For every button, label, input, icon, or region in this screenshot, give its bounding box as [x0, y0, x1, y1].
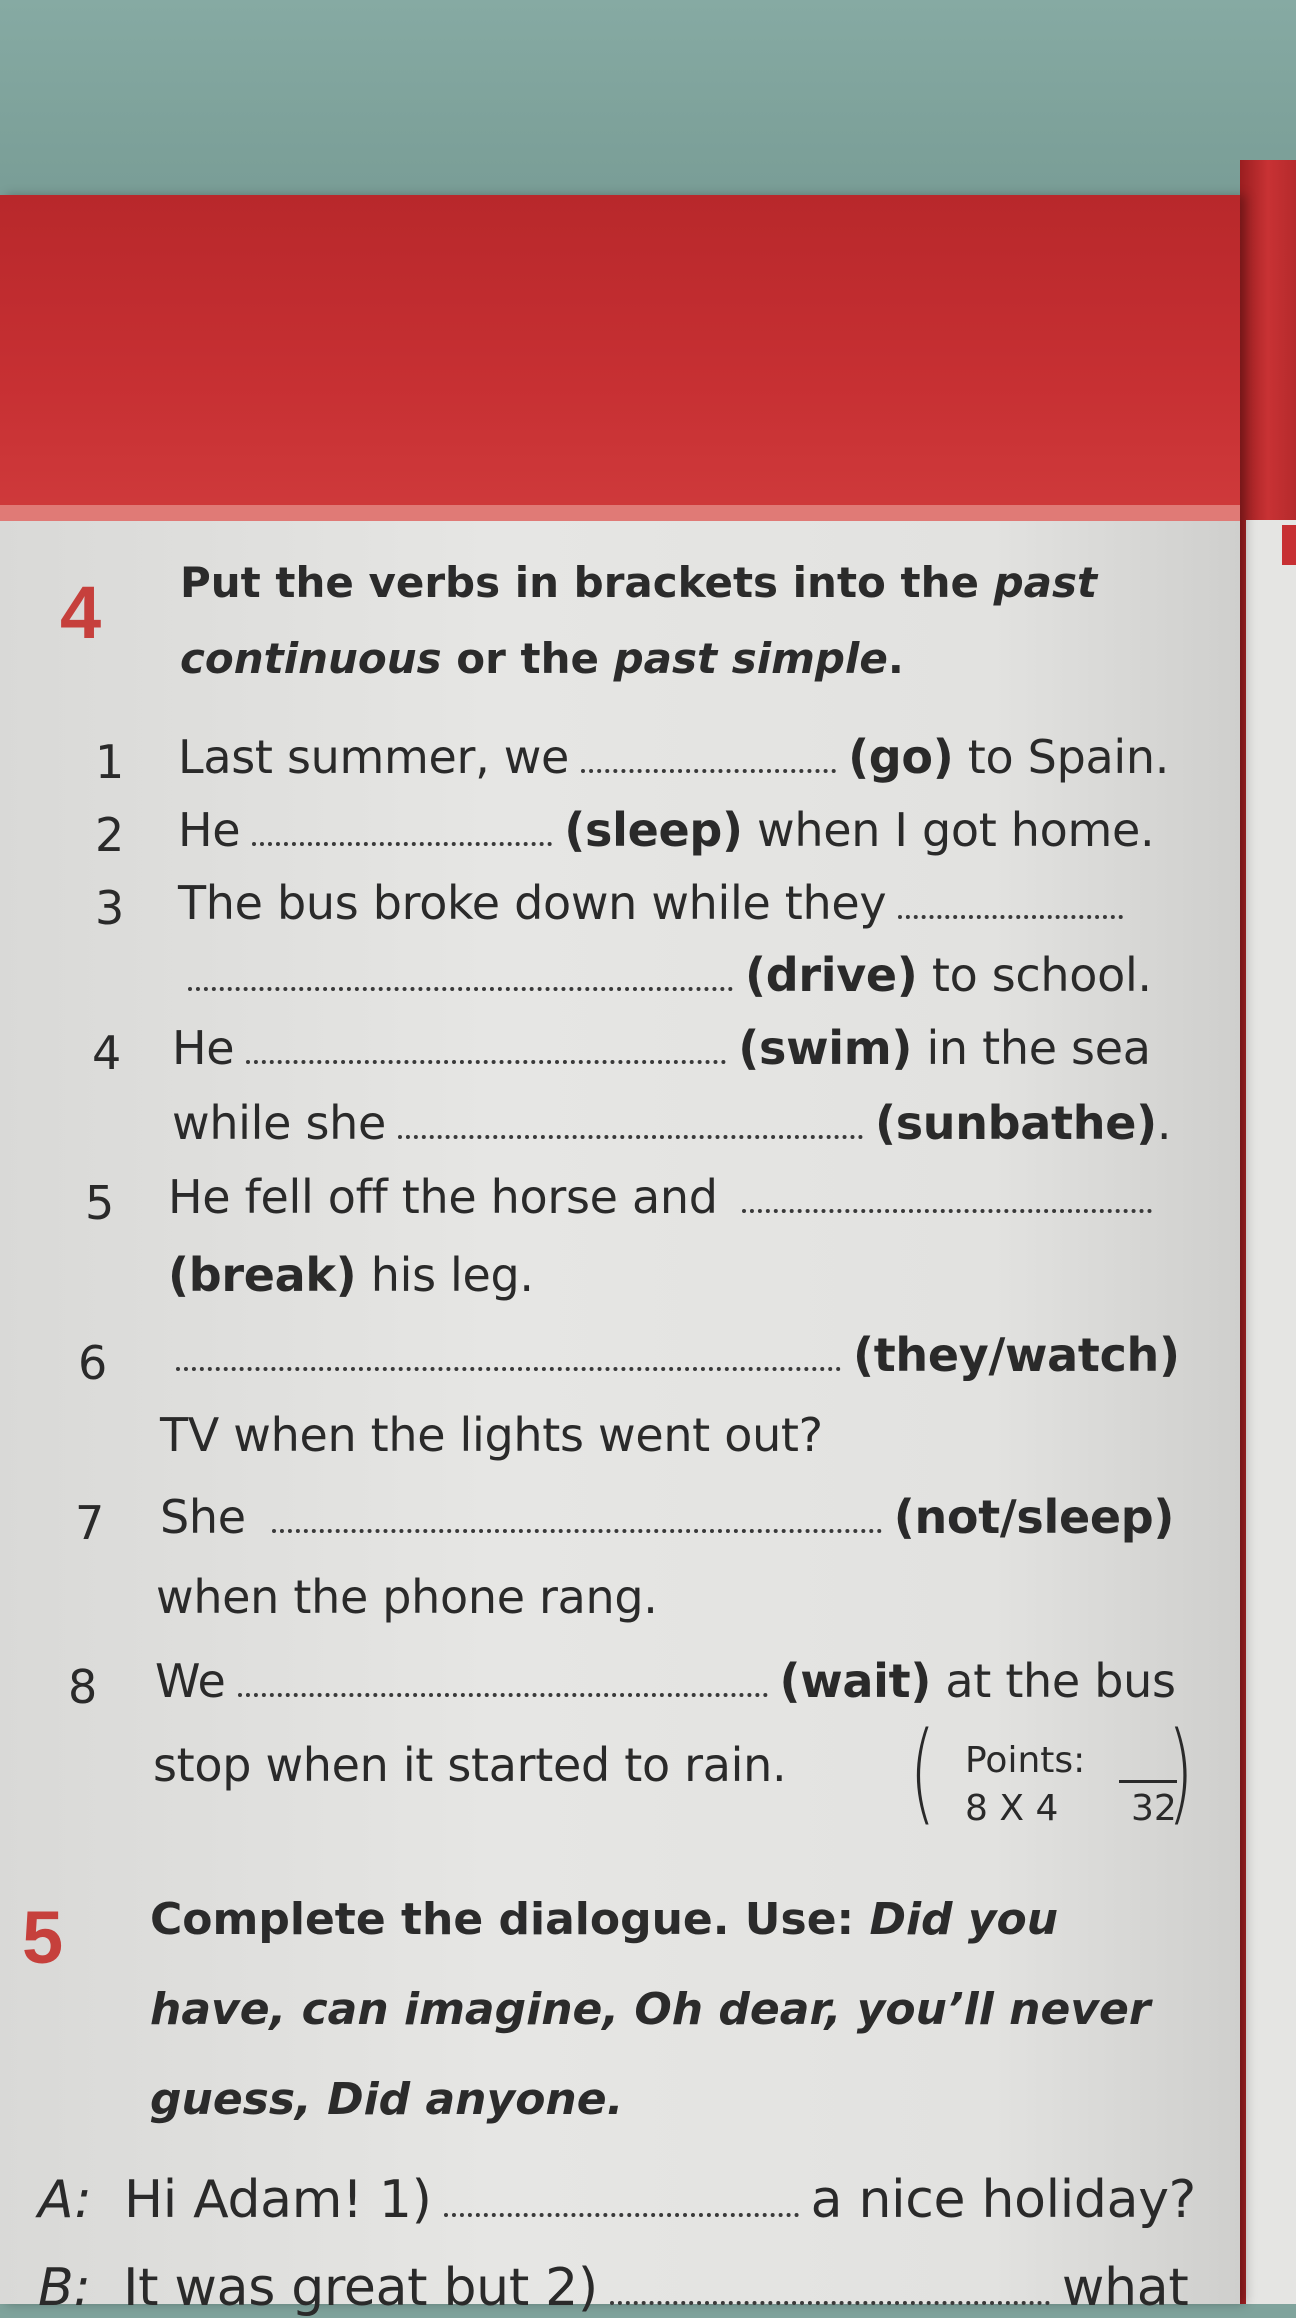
- dialogue-text: Hi Adam! 1): [123, 2170, 432, 2230]
- answer-blank[interactable]: [742, 1209, 1152, 1213]
- verb-hint: (wait): [779, 1654, 932, 1708]
- points-label: Points:: [965, 1740, 1086, 1781]
- dialogue-text: what: [1061, 2258, 1189, 2318]
- answer-blank[interactable]: [188, 987, 733, 991]
- item-6-line-continued: [160, 1408, 823, 1462]
- exercise-5-number: 5: [22, 1896, 64, 1979]
- dialogue-text: a nice holiday?: [810, 2170, 1196, 2230]
- item-number: 2: [95, 808, 125, 862]
- exercise-4-number: 4: [60, 571, 102, 654]
- item-text: .: [1156, 1096, 1172, 1150]
- item-text: at the bus: [945, 1654, 1176, 1708]
- dialogue-text: It was great but 2): [123, 2258, 598, 2318]
- item-text: to school.: [931, 948, 1152, 1002]
- title-italic: guess, Did anyone.: [150, 2074, 624, 2125]
- exercise-5-title: [150, 1875, 1151, 2145]
- banner-edge-stripe: [0, 505, 1240, 521]
- item-1-line: [178, 730, 1169, 784]
- exercise-4-title: [180, 545, 1097, 697]
- answer-blank[interactable]: [238, 1693, 768, 1697]
- item-8-line-continued: [153, 1738, 786, 1792]
- verb-hint: (swim): [738, 1021, 913, 1075]
- answer-blank[interactable]: [252, 842, 552, 846]
- item-8-line: [155, 1654, 1176, 1708]
- left-bracket: (: [909, 1708, 936, 1836]
- item-text: when I got home.: [757, 803, 1155, 857]
- adjacent-page: [1246, 520, 1296, 2304]
- verb-hint: (break): [168, 1248, 357, 1302]
- points-score-blank[interactable]: [1119, 1780, 1177, 1783]
- item-text: We: [155, 1654, 226, 1708]
- answer-blank[interactable]: [610, 2301, 1050, 2305]
- answer-blank[interactable]: [272, 1529, 882, 1533]
- title-italic: past: [993, 558, 1098, 607]
- item-text: The bus broke down while they: [178, 876, 887, 930]
- item-7-line-continued: [156, 1570, 658, 1624]
- answer-blank[interactable]: [176, 1367, 841, 1371]
- item-2-line: [178, 803, 1154, 857]
- item-text: in the sea: [926, 1021, 1151, 1075]
- item-number: 7: [75, 1496, 105, 1550]
- item-number: 8: [68, 1660, 98, 1714]
- title-text: Complete the dialogue. Use:: [150, 1894, 870, 1945]
- item-number: 5: [85, 1176, 115, 1230]
- title-text: or the: [441, 634, 614, 683]
- verb-hint: (sunbathe): [874, 1096, 1157, 1150]
- title-italic: Did you: [869, 1894, 1059, 1945]
- answer-blank[interactable]: [581, 769, 836, 773]
- speaker-label: A:: [38, 2170, 92, 2230]
- item-text: when the phone rang.: [156, 1570, 658, 1624]
- points-box: [905, 1708, 1205, 1862]
- answer-blank[interactable]: [246, 1060, 726, 1064]
- right-bracket: ): [1167, 1708, 1194, 1836]
- item-5-line: [168, 1170, 1164, 1224]
- points-total: 32: [1131, 1788, 1177, 1829]
- item-text: He fell off the horse and: [168, 1170, 718, 1224]
- item-text: He: [178, 803, 241, 857]
- item-text: TV when the lights went out?: [160, 1408, 823, 1462]
- answer-blank[interactable]: [398, 1135, 863, 1139]
- item-text: stop when it started to rain.: [153, 1738, 787, 1792]
- item-text: He: [172, 1021, 235, 1075]
- verb-hint: (go): [848, 730, 954, 784]
- item-text: Last summer, we: [178, 730, 570, 784]
- answer-blank[interactable]: [898, 915, 1123, 919]
- item-text: She: [160, 1490, 246, 1544]
- verb-hint: (they/watch): [853, 1328, 1180, 1382]
- adjacent-page-number-fragment: [1282, 525, 1296, 565]
- title-italic: continuous: [180, 634, 442, 683]
- item-5-line-continued: [168, 1248, 534, 1302]
- item-text: his leg.: [370, 1248, 534, 1302]
- title-text: .: [887, 634, 904, 683]
- speaker-label: B:: [38, 2258, 91, 2318]
- dialogue-line-b: [38, 2258, 1188, 2318]
- item-text: while she: [172, 1096, 386, 1150]
- verb-hint: (sleep): [564, 803, 743, 857]
- item-6-line: [160, 1328, 1180, 1382]
- page-header-banner: [0, 195, 1240, 515]
- item-3-line: [178, 876, 1135, 930]
- verb-hint: (not/sleep): [893, 1490, 1175, 1544]
- title-italic: have, can imagine, Oh dear, you’ll never: [150, 1984, 1151, 2035]
- item-7-line: [160, 1490, 1174, 1544]
- answer-blank[interactable]: [444, 2213, 799, 2217]
- item-3-line-continued: [178, 948, 1152, 1002]
- item-number: 6: [78, 1336, 108, 1390]
- item-text: to Spain.: [967, 730, 1170, 784]
- points-formula: 8 X 4: [965, 1788, 1059, 1829]
- item-number: 4: [92, 1026, 122, 1080]
- dialogue-line-a: [38, 2170, 1196, 2230]
- item-number: 3: [95, 881, 125, 935]
- item-4-line-continued: [172, 1096, 1171, 1150]
- verb-hint: (drive): [745, 948, 918, 1002]
- item-4-line: [172, 1021, 1151, 1075]
- item-number: 1: [95, 735, 125, 789]
- title-italic: past simple: [613, 634, 888, 683]
- title-text: Put the verbs in brackets into the: [180, 558, 994, 607]
